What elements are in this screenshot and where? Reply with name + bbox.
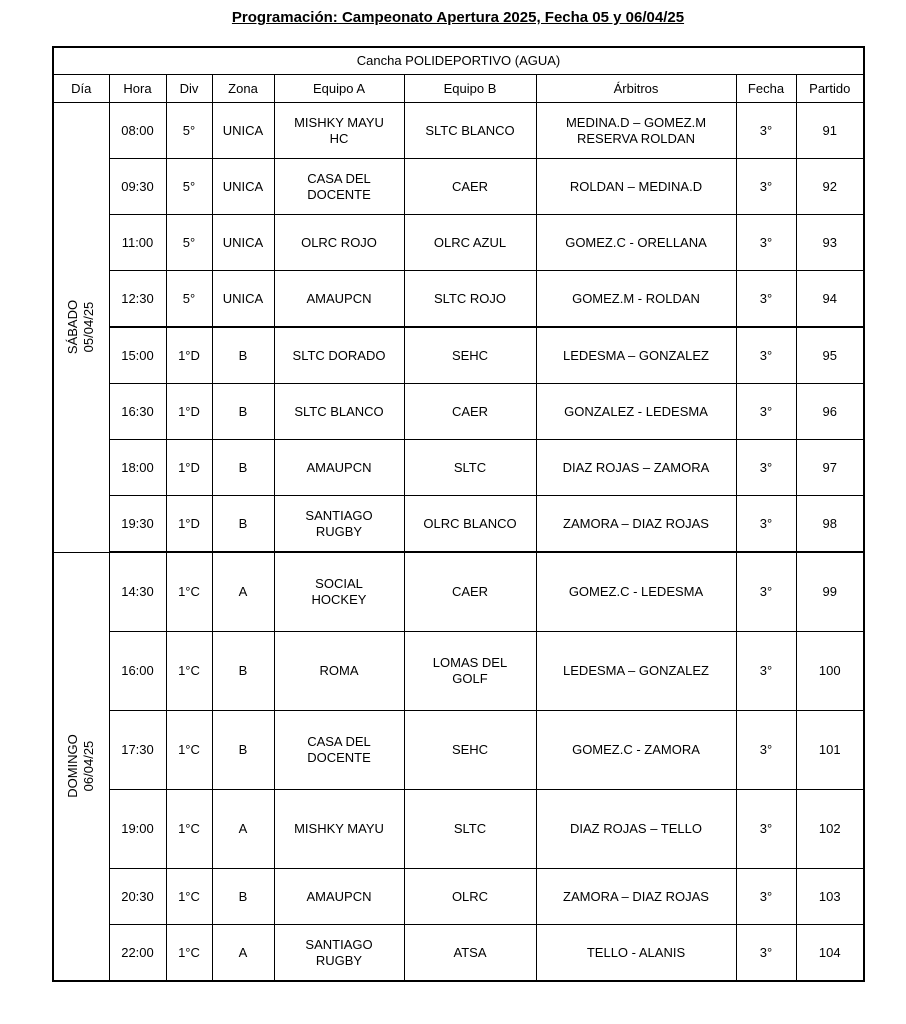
partido-cell: 91 (796, 103, 864, 159)
header-equipo-b: Equipo B (404, 75, 536, 103)
zona-cell: B (212, 440, 274, 496)
div-cell: 1°C (166, 925, 212, 982)
div-cell: 1°C (166, 790, 212, 869)
day-name: SÁBADO (65, 300, 81, 355)
equipo-a-cell: SOCIAL HOCKEY (274, 552, 404, 632)
equipo-b-cell: SEHC (404, 327, 536, 384)
hora-cell: 08:00 (109, 103, 166, 159)
equipo-a-cell: CASA DEL DOCENTE (274, 711, 404, 790)
zona-cell: UNICA (212, 215, 274, 271)
arbitros-cell: GOMEZ.C - ZAMORA (536, 711, 736, 790)
partido-cell: 95 (796, 327, 864, 384)
partido-cell: 92 (796, 159, 864, 215)
div-cell: 1°C (166, 711, 212, 790)
header-div: Div (166, 75, 212, 103)
partido-cell: 99 (796, 552, 864, 632)
equipo-a-cell: SANTIAGO RUGBY (274, 925, 404, 982)
hora-cell: 09:30 (109, 159, 166, 215)
zona-cell: UNICA (212, 271, 274, 328)
fecha-cell: 3° (736, 869, 796, 925)
table-row (53, 925, 864, 982)
equipo-a-cell: SLTC BLANCO (274, 384, 404, 440)
day-name: DOMINGO (65, 734, 81, 799)
arbitros-cell: ROLDAN – MEDINA.D (536, 159, 736, 215)
zona-cell: A (212, 790, 274, 869)
court-row (53, 47, 864, 75)
arbitros-cell: GOMEZ.C - ORELLANA (536, 215, 736, 271)
arbitros-cell: MEDINA.D – GOMEZ.M RESERVA ROLDAN (536, 103, 736, 159)
table-row (53, 103, 864, 159)
equipo-a-cell: MISHKY MAYU (274, 790, 404, 869)
table-row (53, 869, 864, 925)
div-cell: 5° (166, 215, 212, 271)
schedule-table (52, 46, 865, 982)
arbitros-cell: ZAMORA – DIAZ ROJAS (536, 869, 736, 925)
div-cell: 1°D (166, 496, 212, 553)
hora-cell: 11:00 (109, 215, 166, 271)
equipo-a-cell: OLRC ROJO (274, 215, 404, 271)
table-row (53, 215, 864, 271)
fecha-cell: 3° (736, 327, 796, 384)
table-row (53, 711, 864, 790)
hora-cell: 22:00 (109, 925, 166, 982)
equipo-a-cell: CASA DEL DOCENTE (274, 159, 404, 215)
hora-cell: 18:00 (109, 440, 166, 496)
hora-cell: 16:30 (109, 384, 166, 440)
equipo-a-cell: AMAUPCN (274, 869, 404, 925)
equipo-b-cell: SLTC (404, 790, 536, 869)
day-cell (53, 103, 109, 553)
partido-cell: 104 (796, 925, 864, 982)
zona-cell: UNICA (212, 103, 274, 159)
zona-cell: B (212, 496, 274, 553)
partido-cell: 97 (796, 440, 864, 496)
equipo-b-cell: CAER (404, 384, 536, 440)
equipo-b-cell: OLRC AZUL (404, 215, 536, 271)
header-row (53, 75, 864, 103)
arbitros-cell: ZAMORA – DIAZ ROJAS (536, 496, 736, 553)
header-partido: Partido (796, 75, 864, 103)
hora-cell: 20:30 (109, 869, 166, 925)
equipo-b-cell: SEHC (404, 711, 536, 790)
equipo-b-cell: SLTC (404, 440, 536, 496)
day-cell (53, 552, 109, 981)
div-cell: 1°D (166, 384, 212, 440)
zona-cell: B (212, 632, 274, 711)
fecha-cell: 3° (736, 103, 796, 159)
equipo-b-cell: LOMAS DEL GOLF (404, 632, 536, 711)
hora-cell: 16:00 (109, 632, 166, 711)
header-fecha: Fecha (736, 75, 796, 103)
partido-cell: 93 (796, 215, 864, 271)
arbitros-cell: LEDESMA – GONZALEZ (536, 327, 736, 384)
div-cell: 1°D (166, 327, 212, 384)
div-cell: 1°C (166, 869, 212, 925)
hora-cell: 14:30 (109, 552, 166, 632)
partido-cell: 102 (796, 790, 864, 869)
table-row (53, 790, 864, 869)
partido-cell: 94 (796, 271, 864, 328)
hora-cell: 19:30 (109, 496, 166, 553)
div-cell: 1°C (166, 552, 212, 632)
header-hora: Hora (109, 75, 166, 103)
arbitros-cell: DIAZ ROJAS – TELLO (536, 790, 736, 869)
fecha-cell: 3° (736, 552, 796, 632)
table-row (53, 384, 864, 440)
table-row (53, 496, 864, 553)
div-cell: 1°C (166, 632, 212, 711)
equipo-b-cell: CAER (404, 159, 536, 215)
arbitros-cell: GOMEZ.C - LEDESMA (536, 552, 736, 632)
arbitros-cell: DIAZ ROJAS – ZAMORA (536, 440, 736, 496)
table-row (53, 440, 864, 496)
zona-cell: A (212, 552, 274, 632)
arbitros-cell: GOMEZ.M - ROLDAN (536, 271, 736, 328)
header-equipo-a: Equipo A (274, 75, 404, 103)
equipo-b-cell: OLRC (404, 869, 536, 925)
day-date: 06/04/25 (81, 740, 97, 792)
zona-cell: B (212, 711, 274, 790)
fecha-cell: 3° (736, 215, 796, 271)
fecha-cell: 3° (736, 632, 796, 711)
equipo-b-cell: SLTC ROJO (404, 271, 536, 328)
arbitros-cell: TELLO - ALANIS (536, 925, 736, 982)
equipo-b-cell: OLRC BLANCO (404, 496, 536, 553)
fecha-cell: 3° (736, 925, 796, 982)
fecha-cell: 3° (736, 159, 796, 215)
partido-cell: 103 (796, 869, 864, 925)
table-row (53, 632, 864, 711)
fecha-cell: 3° (736, 271, 796, 328)
day-date: 05/04/25 (81, 301, 97, 353)
fecha-cell: 3° (736, 440, 796, 496)
table-row (53, 552, 864, 632)
hora-cell: 19:00 (109, 790, 166, 869)
zona-cell: B (212, 327, 274, 384)
equipo-b-cell: CAER (404, 552, 536, 632)
partido-cell: 96 (796, 384, 864, 440)
equipo-a-cell: ROMA (274, 632, 404, 711)
header-zona: Zona (212, 75, 274, 103)
day-label (65, 300, 97, 354)
header-dia: Día (53, 75, 109, 103)
zona-cell: A (212, 925, 274, 982)
table-row (53, 159, 864, 215)
equipo-a-cell: SLTC DORADO (274, 327, 404, 384)
div-cell: 1°D (166, 440, 212, 496)
equipo-a-cell: AMAUPCN (274, 271, 404, 328)
day-label (65, 734, 97, 798)
fecha-cell: 3° (736, 496, 796, 553)
partido-cell: 101 (796, 711, 864, 790)
fecha-cell: 3° (736, 384, 796, 440)
div-cell: 5° (166, 159, 212, 215)
div-cell: 5° (166, 271, 212, 328)
equipo-a-cell: MISHKY MAYU HC (274, 103, 404, 159)
hora-cell: 17:30 (109, 711, 166, 790)
zona-cell: B (212, 384, 274, 440)
table-row (53, 327, 864, 384)
equipo-b-cell: ATSA (404, 925, 536, 982)
zona-cell: B (212, 869, 274, 925)
fecha-cell: 3° (736, 711, 796, 790)
fecha-cell: 3° (736, 790, 796, 869)
hora-cell: 15:00 (109, 327, 166, 384)
court-name: Cancha POLIDEPORTIVO (AGUA) (53, 47, 864, 75)
header-arbitros: Árbitros (536, 75, 736, 103)
document-title: Programación: Campeonato Apertura 2025, Fecha 05 y 06/04/25 (231, 9, 685, 26)
table-row (53, 271, 864, 328)
equipo-a-cell: SANTIAGO RUGBY (274, 496, 404, 553)
arbitros-cell: GONZALEZ - LEDESMA (536, 384, 736, 440)
partido-cell: 100 (796, 632, 864, 711)
partido-cell: 98 (796, 496, 864, 553)
equipo-a-cell: AMAUPCN (274, 440, 404, 496)
arbitros-cell: LEDESMA – GONZALEZ (536, 632, 736, 711)
zona-cell: UNICA (212, 159, 274, 215)
equipo-b-cell: SLTC BLANCO (404, 103, 536, 159)
div-cell: 5° (166, 103, 212, 159)
hora-cell: 12:30 (109, 271, 166, 328)
